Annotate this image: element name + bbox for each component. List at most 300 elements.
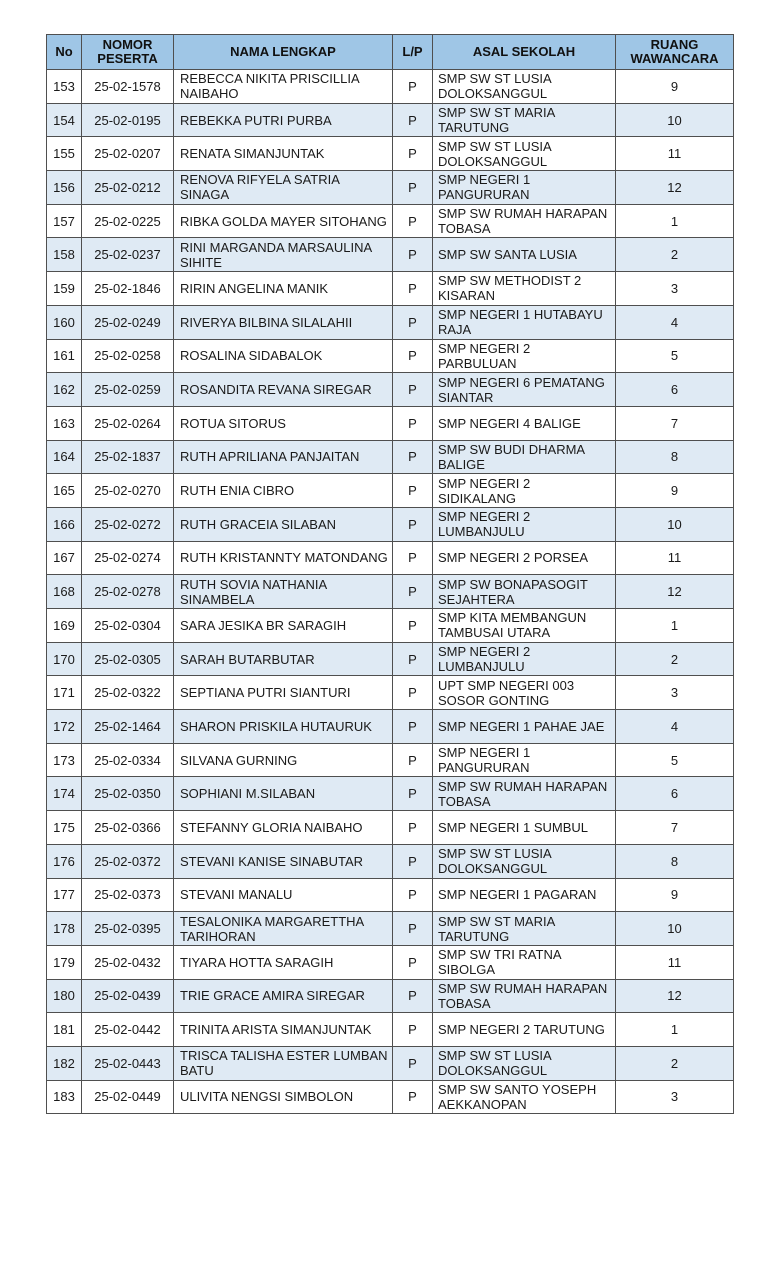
cell-asal-sekolah-text: SMP SW RUMAH HARAPAN TOBASA <box>438 206 608 237</box>
cell-no <box>47 609 82 643</box>
cell-nama-lengkap-text: SARAH BUTARBUTAR <box>180 651 315 667</box>
cell-no-text: 167 <box>53 550 75 566</box>
cell-asal-sekolah-text: SMP NEGERI 1 PAHAE JAE <box>438 718 605 734</box>
table-row <box>47 474 734 508</box>
cell-nama-lengkap <box>174 305 393 339</box>
cell-asal-sekolah-text: SMP SW METHODIST 2 KISARAN <box>438 273 582 304</box>
cell-asal-sekolah <box>433 103 616 137</box>
cell-ruang-wawancara <box>616 1013 734 1047</box>
cell-asal-sekolah <box>433 743 616 777</box>
cell-nama-lengkap-text: REBEKKA PUTRI PURBA <box>180 112 332 128</box>
table-row <box>47 339 734 373</box>
cell-lp <box>393 844 433 878</box>
cell-asal-sekolah-text: UPT SMP NEGERI 003 SOSOR GONTING <box>438 677 575 708</box>
cell-nomor-peserta <box>82 1013 174 1047</box>
cell-ruang-wawancara-text: 9 <box>670 887 679 903</box>
cell-lp <box>393 676 433 710</box>
cell-no <box>47 238 82 272</box>
participant-table <box>46 34 734 1114</box>
cell-no-text: 181 <box>53 1022 75 1038</box>
cell-lp-text: P <box>408 584 417 600</box>
cell-nomor-peserta-text: 25-02-0259 <box>94 382 161 398</box>
cell-nomor-peserta <box>82 103 174 137</box>
cell-asal-sekolah <box>433 339 616 373</box>
cell-asal-sekolah-text: SMP NEGERI 2 LUMBANJULU <box>438 509 531 540</box>
cell-nama-lengkap-text: SEPTIANA PUTRI SIANTURI <box>180 685 351 701</box>
cell-nama-lengkap-text: RUTH KRISTANNTY MATONDANG <box>180 550 388 566</box>
cell-no <box>47 1080 82 1114</box>
cell-nomor-peserta-text: 25-02-0195 <box>94 112 161 128</box>
cell-ruang-wawancara <box>616 238 734 272</box>
cell-asal-sekolah <box>433 171 616 205</box>
cell-nomor-peserta <box>82 743 174 777</box>
cell-asal-sekolah <box>433 844 616 878</box>
cell-ruang-wawancara-text: 5 <box>670 752 679 768</box>
cell-ruang-wawancara <box>616 305 734 339</box>
cell-ruang-wawancara <box>616 945 734 979</box>
cell-ruang-wawancara-text: 6 <box>670 786 679 802</box>
cell-no-text: 172 <box>53 718 75 734</box>
cell-nomor-peserta <box>82 844 174 878</box>
cell-nama-lengkap <box>174 406 393 440</box>
cell-nomor-peserta <box>82 305 174 339</box>
cell-lp <box>393 339 433 373</box>
cell-lp <box>393 474 433 508</box>
table-row <box>47 541 734 575</box>
cell-ruang-wawancara-text: 4 <box>670 314 679 330</box>
cell-ruang-wawancara-text: 9 <box>670 483 679 499</box>
cell-nama-lengkap-text: TRINITA ARISTA SIMANJUNTAK <box>180 1022 372 1038</box>
cell-asal-sekolah <box>433 676 616 710</box>
cell-asal-sekolah <box>433 137 616 171</box>
cell-nomor-peserta-text: 25-02-0350 <box>94 786 161 802</box>
cell-ruang-wawancara-text: 10 <box>667 516 682 532</box>
cell-ruang-wawancara-text: 10 <box>667 921 682 937</box>
cell-asal-sekolah <box>433 507 616 541</box>
table-row <box>47 743 734 777</box>
table-row <box>47 507 734 541</box>
table-row <box>47 373 734 407</box>
cell-no-text: 182 <box>53 1055 75 1071</box>
cell-asal-sekolah <box>433 440 616 474</box>
cell-nama-lengkap <box>174 642 393 676</box>
cell-nomor-peserta-text: 25-02-0264 <box>94 415 161 431</box>
header-asal-sekolah: ASAL SEKOLAH <box>433 35 616 70</box>
cell-no-text: 178 <box>53 921 75 937</box>
table-row <box>47 642 734 676</box>
header-no: No <box>47 35 82 70</box>
cell-asal-sekolah-text: SMP NEGERI 2 PORSEA <box>438 550 589 566</box>
cell-nama-lengkap <box>174 912 393 946</box>
cell-nama-lengkap <box>174 878 393 912</box>
cell-nama-lengkap-text: RIBKA GOLDA MAYER SITOHANG <box>180 213 387 229</box>
cell-nomor-peserta <box>82 339 174 373</box>
cell-no-text: 175 <box>53 819 75 835</box>
cell-lp <box>393 945 433 979</box>
cell-lp-text: P <box>408 247 417 263</box>
cell-no <box>47 440 82 474</box>
cell-ruang-wawancara <box>616 979 734 1013</box>
cell-asal-sekolah <box>433 541 616 575</box>
cell-asal-sekolah-text: SMP NEGERI 2 TARUTUNG <box>438 1022 605 1038</box>
header-row <box>47 35 734 70</box>
cell-lp <box>393 373 433 407</box>
cell-lp <box>393 979 433 1013</box>
cell-asal-sekolah-text: SMP NEGERI 1 HUTABAYU RAJA <box>438 307 603 338</box>
cell-ruang-wawancara <box>616 440 734 474</box>
cell-nomor-peserta <box>82 474 174 508</box>
cell-asal-sekolah-text: SMP SW SANTO YOSEPH AEKKANOPAN <box>438 1081 597 1112</box>
cell-nomor-peserta <box>82 979 174 1013</box>
cell-nama-lengkap <box>174 609 393 643</box>
cell-nama-lengkap-text: REBECCA NIKITA PRISCILLIA NAIBAHO <box>180 71 359 102</box>
cell-no <box>47 844 82 878</box>
cell-ruang-wawancara <box>616 844 734 878</box>
cell-nomor-peserta-text: 25-02-0225 <box>94 213 161 229</box>
cell-asal-sekolah-text: SMP NEGERI 2 SIDIKALANG <box>438 475 531 506</box>
cell-ruang-wawancara-text: 8 <box>670 853 679 869</box>
cell-lp-text: P <box>408 954 417 970</box>
cell-ruang-wawancara <box>616 575 734 609</box>
cell-nomor-peserta-text: 25-02-0274 <box>94 550 161 566</box>
cell-ruang-wawancara-text: 2 <box>670 651 679 667</box>
cell-lp-text: P <box>408 213 417 229</box>
cell-ruang-wawancara-text: 5 <box>670 348 679 364</box>
cell-asal-sekolah <box>433 912 616 946</box>
cell-no-text: 164 <box>53 449 75 465</box>
header-ruang-wawancara: RUANG WAWANCARA <box>616 35 734 70</box>
cell-lp-text: P <box>408 752 417 768</box>
cell-nama-lengkap <box>174 70 393 104</box>
cell-ruang-wawancara <box>616 777 734 811</box>
cell-nomor-peserta <box>82 609 174 643</box>
table-row <box>47 440 734 474</box>
cell-ruang-wawancara-text: 11 <box>667 550 682 566</box>
cell-nomor-peserta-text: 25-02-1837 <box>94 449 161 465</box>
cell-nomor-peserta-text: 25-02-1464 <box>94 718 161 734</box>
cell-lp <box>393 103 433 137</box>
cell-lp-text: P <box>408 382 417 398</box>
cell-no-text: 160 <box>53 314 75 330</box>
cell-ruang-wawancara-text: 9 <box>670 78 679 94</box>
cell-ruang-wawancara-text: 7 <box>670 819 679 835</box>
table-row <box>47 406 734 440</box>
cell-nama-lengkap-text: SHARON PRISKILA HUTAURUK <box>180 718 372 734</box>
cell-no-text: 155 <box>53 146 75 162</box>
cell-asal-sekolah <box>433 238 616 272</box>
cell-asal-sekolah-text: SMP NEGERI 2 LUMBANJULU <box>438 644 531 675</box>
cell-asal-sekolah <box>433 406 616 440</box>
cell-lp <box>393 710 433 744</box>
cell-asal-sekolah-text: SMP NEGERI 1 PANGURURAN <box>438 172 531 203</box>
cell-ruang-wawancara <box>616 406 734 440</box>
cell-ruang-wawancara <box>616 912 734 946</box>
cell-nomor-peserta <box>82 1080 174 1114</box>
cell-no <box>47 339 82 373</box>
cell-lp <box>393 137 433 171</box>
cell-no <box>47 406 82 440</box>
cell-ruang-wawancara-text: 4 <box>670 718 679 734</box>
cell-asal-sekolah <box>433 373 616 407</box>
cell-no <box>47 777 82 811</box>
cell-ruang-wawancara <box>616 507 734 541</box>
cell-asal-sekolah-text: SMP SW RUMAH HARAPAN TOBASA <box>438 778 608 809</box>
cell-nomor-peserta-text: 25-02-0322 <box>94 685 161 701</box>
cell-nama-lengkap-text: RUTH GRACEIA SILABAN <box>180 516 337 532</box>
cell-nomor-peserta <box>82 642 174 676</box>
cell-nomor-peserta <box>82 137 174 171</box>
cell-nomor-peserta-text: 25-02-0366 <box>94 819 161 835</box>
cell-nama-lengkap-text: RUTH SOVIA NATHANIA SINAMBELA <box>180 576 327 607</box>
table-body <box>47 70 734 1114</box>
table-row <box>47 1013 734 1047</box>
cell-nama-lengkap <box>174 1013 393 1047</box>
cell-lp-text: P <box>408 483 417 499</box>
cell-lp <box>393 743 433 777</box>
cell-nomor-peserta-text: 25-02-0334 <box>94 752 161 768</box>
cell-nomor-peserta <box>82 171 174 205</box>
cell-asal-sekolah-text: SMP SW ST MARIA TARUTUNG <box>438 105 555 136</box>
cell-nama-lengkap <box>174 979 393 1013</box>
cell-no-text: 183 <box>53 1089 75 1105</box>
cell-lp <box>393 609 433 643</box>
cell-no <box>47 811 82 845</box>
cell-nomor-peserta-text: 25-02-0449 <box>94 1089 161 1105</box>
cell-nomor-peserta-text: 25-02-0249 <box>94 314 161 330</box>
cell-ruang-wawancara <box>616 710 734 744</box>
cell-nama-lengkap-text: SOPHIANI M.SILABAN <box>180 786 316 802</box>
table-row <box>47 676 734 710</box>
cell-no-text: 179 <box>53 954 75 970</box>
cell-lp-text: P <box>408 348 417 364</box>
cell-nama-lengkap-text: RUTH APRILIANA PANJAITAN <box>180 449 360 465</box>
cell-nama-lengkap-text: SILVANA GURNING <box>180 752 298 768</box>
cell-lp-text: P <box>408 415 417 431</box>
cell-nomor-peserta <box>82 406 174 440</box>
cell-nomor-peserta <box>82 575 174 609</box>
cell-nama-lengkap-text: RENATA SIMANJUNTAK <box>180 146 325 162</box>
table-row <box>47 777 734 811</box>
cell-lp <box>393 1046 433 1080</box>
cell-lp-text: P <box>408 449 417 465</box>
cell-lp <box>393 305 433 339</box>
cell-nomor-peserta <box>82 70 174 104</box>
cell-nomor-peserta-text: 25-02-0258 <box>94 348 161 364</box>
table-row <box>47 575 734 609</box>
cell-nama-lengkap <box>174 474 393 508</box>
cell-no-text: 177 <box>53 887 75 903</box>
cell-no <box>47 305 82 339</box>
cell-lp-text: P <box>408 314 417 330</box>
cell-asal-sekolah-text: SMP NEGERI 1 SUMBUL <box>438 819 589 835</box>
cell-ruang-wawancara-text: 2 <box>670 247 679 263</box>
cell-no <box>47 474 82 508</box>
cell-asal-sekolah-text: SMP SW TRI RATNA SIBOLGA <box>438 947 561 978</box>
cell-ruang-wawancara-text: 12 <box>667 988 682 1004</box>
cell-no-text: 166 <box>53 516 75 532</box>
header-nomor-peserta: NOMOR PESERTA <box>82 35 174 70</box>
cell-nomor-peserta <box>82 676 174 710</box>
cell-nama-lengkap <box>174 844 393 878</box>
cell-nomor-peserta-text: 25-02-0442 <box>94 1022 161 1038</box>
cell-ruang-wawancara <box>616 137 734 171</box>
table-row <box>47 811 734 845</box>
cell-lp-text: P <box>408 819 417 835</box>
cell-asal-sekolah-text: SMP SW ST MARIA TARUTUNG <box>438 913 555 944</box>
cell-nama-lengkap-text: ROSANDITA REVANA SIREGAR <box>180 382 372 398</box>
cell-no-text: 168 <box>53 584 75 600</box>
cell-lp <box>393 541 433 575</box>
cell-nama-lengkap <box>174 945 393 979</box>
cell-ruang-wawancara-text: 11 <box>667 146 682 162</box>
table-row <box>47 171 734 205</box>
cell-asal-sekolah <box>433 979 616 1013</box>
cell-no-text: 170 <box>53 651 75 667</box>
cell-nomor-peserta <box>82 811 174 845</box>
table-header <box>47 35 734 70</box>
cell-nama-lengkap-text: RENOVA RIFYELA SATRIA SINAGA <box>180 172 340 203</box>
cell-ruang-wawancara-text: 7 <box>670 415 679 431</box>
cell-nama-lengkap-text: RIRIN ANGELINA MANIK <box>180 280 329 296</box>
cell-nama-lengkap <box>174 339 393 373</box>
cell-no <box>47 70 82 104</box>
cell-lp-text: P <box>408 550 417 566</box>
cell-lp-text: P <box>408 617 417 633</box>
cell-nomor-peserta-text: 25-02-0304 <box>94 617 161 633</box>
cell-no <box>47 507 82 541</box>
cell-no <box>47 676 82 710</box>
cell-nomor-peserta <box>82 541 174 575</box>
cell-nama-lengkap-text: TIYARA HOTTA SARAGIH <box>180 954 334 970</box>
cell-lp <box>393 1080 433 1114</box>
cell-asal-sekolah <box>433 609 616 643</box>
header-lp: L/P <box>393 35 433 70</box>
cell-ruang-wawancara <box>616 743 734 777</box>
cell-no <box>47 710 82 744</box>
cell-nama-lengkap <box>174 777 393 811</box>
cell-ruang-wawancara-text: 2 <box>670 1055 679 1071</box>
table-row <box>47 844 734 878</box>
participant-table-container <box>46 34 733 1114</box>
cell-nama-lengkap <box>174 204 393 238</box>
cell-nama-lengkap <box>174 238 393 272</box>
cell-asal-sekolah <box>433 204 616 238</box>
cell-nomor-peserta-text: 25-02-0373 <box>94 887 161 903</box>
cell-ruang-wawancara-text: 12 <box>667 584 682 600</box>
table-row <box>47 272 734 306</box>
cell-no-text: 171 <box>53 685 75 701</box>
cell-asal-sekolah-text: SMP NEGERI 4 BALIGE <box>438 415 581 431</box>
table-row <box>47 710 734 744</box>
cell-lp <box>393 777 433 811</box>
cell-lp <box>393 878 433 912</box>
cell-no <box>47 1013 82 1047</box>
cell-lp-text: P <box>408 651 417 667</box>
cell-no <box>47 575 82 609</box>
cell-ruang-wawancara <box>616 642 734 676</box>
cell-no <box>47 1046 82 1080</box>
cell-no <box>47 373 82 407</box>
cell-nomor-peserta <box>82 777 174 811</box>
cell-lp-text: P <box>408 887 417 903</box>
table-row <box>47 878 734 912</box>
cell-ruang-wawancara-text: 11 <box>667 954 682 970</box>
cell-ruang-wawancara-text: 10 <box>667 112 682 128</box>
cell-no-text: 180 <box>53 988 75 1004</box>
cell-nama-lengkap-text: TESALONIKA MARGARETTHA TARIHORAN <box>180 913 364 944</box>
table-row <box>47 609 734 643</box>
cell-asal-sekolah <box>433 642 616 676</box>
cell-nama-lengkap-text: TRISCA TALISHA ESTER LUMBAN BATU <box>180 1048 388 1079</box>
cell-nama-lengkap <box>174 811 393 845</box>
cell-ruang-wawancara <box>616 1080 734 1114</box>
cell-lp-text: P <box>408 921 417 937</box>
cell-nama-lengkap <box>174 575 393 609</box>
cell-lp-text: P <box>408 146 417 162</box>
header-nama-lengkap: NAMA LENGKAP <box>174 35 393 70</box>
cell-nomor-peserta-text: 25-02-0237 <box>94 247 161 263</box>
cell-nomor-peserta <box>82 373 174 407</box>
cell-no-text: 165 <box>53 483 75 499</box>
cell-no-text: 169 <box>53 617 75 633</box>
cell-nama-lengkap <box>174 710 393 744</box>
cell-ruang-wawancara-text: 1 <box>670 617 679 633</box>
cell-no-text: 156 <box>53 179 75 195</box>
cell-asal-sekolah-text: SMP SW SANTA LUSIA <box>438 247 577 263</box>
cell-asal-sekolah-text: SMP SW RUMAH HARAPAN TOBASA <box>438 980 608 1011</box>
cell-ruang-wawancara <box>616 70 734 104</box>
cell-no-text: 157 <box>53 213 75 229</box>
cell-lp-text: P <box>408 988 417 1004</box>
cell-ruang-wawancara <box>616 609 734 643</box>
cell-lp-text: P <box>408 280 417 296</box>
cell-nama-lengkap-text: ROSALINA SIDABALOK <box>180 348 323 364</box>
cell-ruang-wawancara <box>616 541 734 575</box>
table-row <box>47 204 734 238</box>
cell-nomor-peserta-text: 25-02-1846 <box>94 280 161 296</box>
cell-no <box>47 878 82 912</box>
cell-asal-sekolah <box>433 272 616 306</box>
cell-nama-lengkap <box>174 1080 393 1114</box>
cell-lp-text: P <box>408 786 417 802</box>
cell-nama-lengkap-text: STEFANNY GLORIA NAIBAHO <box>180 819 363 835</box>
cell-lp <box>393 406 433 440</box>
cell-nomor-peserta <box>82 440 174 474</box>
cell-ruang-wawancara-text: 3 <box>670 280 679 296</box>
cell-asal-sekolah-text: SMP NEGERI 6 PEMATANG SIANTAR <box>438 374 605 405</box>
cell-ruang-wawancara <box>616 474 734 508</box>
cell-lp-text: P <box>408 1055 417 1071</box>
cell-lp <box>393 204 433 238</box>
cell-nama-lengkap <box>174 676 393 710</box>
cell-nama-lengkap <box>174 1046 393 1080</box>
cell-nomor-peserta <box>82 945 174 979</box>
cell-asal-sekolah <box>433 777 616 811</box>
cell-nama-lengkap <box>174 103 393 137</box>
table-row <box>47 238 734 272</box>
cell-no <box>47 541 82 575</box>
cell-nomor-peserta-text: 25-02-0372 <box>94 853 161 869</box>
table-row <box>47 70 734 104</box>
cell-nomor-peserta-text: 25-02-0212 <box>94 179 161 195</box>
table-row <box>47 1046 734 1080</box>
cell-nomor-peserta-text: 25-02-0207 <box>94 146 161 162</box>
cell-nama-lengkap-text: RINI MARGANDA MARSAULINA SIHITE <box>180 239 372 270</box>
cell-no <box>47 171 82 205</box>
cell-no-text: 158 <box>53 247 75 263</box>
cell-nomor-peserta <box>82 1046 174 1080</box>
cell-lp <box>393 1013 433 1047</box>
